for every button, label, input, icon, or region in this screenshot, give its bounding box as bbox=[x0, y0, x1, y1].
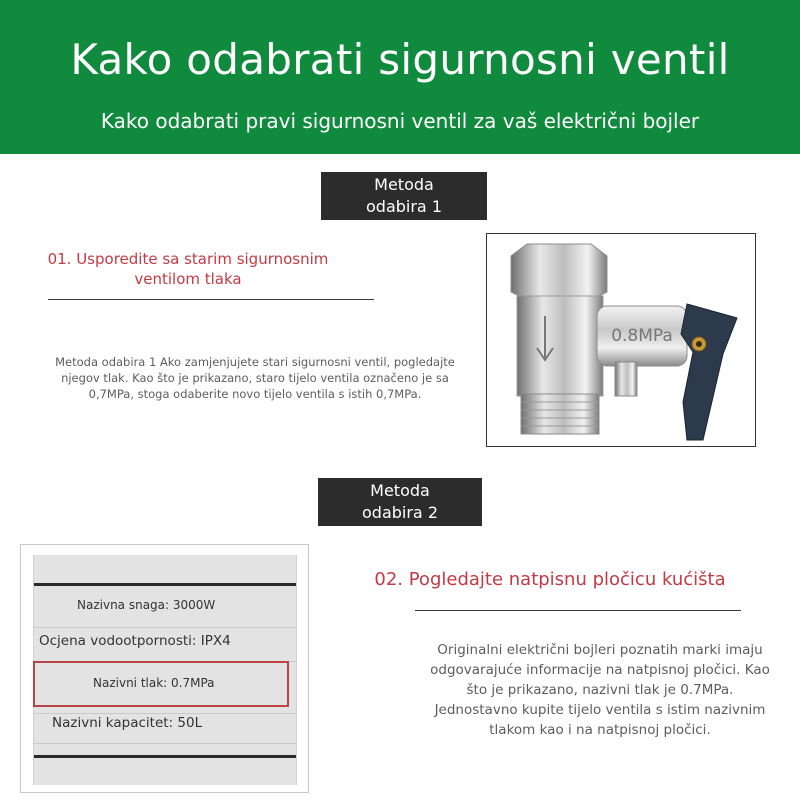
page-title: Kako odabrati sigurnosni ventil bbox=[70, 35, 730, 84]
method-2-badge-line2: odabira 2 bbox=[362, 503, 438, 522]
method-2-divider bbox=[415, 610, 741, 611]
method-2-body-line3: što je prikazano, nazivni tlak je 0.7MPa. bbox=[466, 682, 734, 698]
nameplate-power: Nazivna snaga: 3000W bbox=[77, 598, 216, 612]
method-2-heading: 02. Pogledajte natpisnu pločicu kućišta bbox=[374, 569, 726, 590]
method-1-heading-line1: 01. Usporedite sa starim sigurnosnim bbox=[47, 250, 329, 268]
method-2-badge bbox=[318, 478, 482, 526]
method-2-body-line2: odgovarajuće informacije na natpisnoj pločici. Kao bbox=[430, 662, 770, 678]
method-2-badge-line1: Metoda bbox=[370, 481, 430, 500]
header-banner bbox=[0, 0, 800, 154]
valve-illustration bbox=[487, 234, 755, 446]
method-1-heading-line2: ventilom tlaka bbox=[134, 270, 242, 288]
method-1-body-line3: 0,7MPa, stoga odaberite novo tijelo ventila s istih 0,7MPa. bbox=[88, 387, 422, 401]
valve-pressure-label: 0.8MPa bbox=[611, 326, 673, 346]
method-1-body-line2: njegov tlak. Kao što je prikazano, staro tijelo ventila označeno je sa bbox=[61, 371, 449, 385]
method-2-body-line4: Jednostavno kupite tijelo ventila s istim nazivnim bbox=[434, 702, 766, 718]
page-subtitle: Kako odabrati pravi sigurnosni ventil za vaš električni bojler bbox=[100, 109, 700, 133]
nameplate-line bbox=[34, 713, 296, 714]
nameplate-bar bbox=[34, 755, 296, 758]
nameplate-bar bbox=[34, 583, 296, 586]
method-2-description bbox=[404, 640, 796, 740]
valve-photo bbox=[486, 233, 756, 447]
nameplate-waterproof: Ocjena vodootpornosti: IPX4 bbox=[39, 633, 231, 649]
method-2-body-line5: tlakom kao i na natpisnoj pločici. bbox=[489, 722, 711, 738]
method-1-heading bbox=[30, 249, 346, 289]
method-1-description bbox=[26, 354, 484, 402]
method-2-body-line1: Originalni električni bojleri poznatih marki imaju bbox=[437, 642, 763, 658]
nameplate-line bbox=[34, 627, 296, 628]
nameplate-capacity: Nazivni kapacitet: 50L bbox=[52, 715, 203, 731]
nameplate-pressure: Nazivni tlak: 0.7MPa bbox=[93, 676, 215, 690]
method-1-body-line1: Metoda odabira 1 Ako zamjenjujete stari sigurnosni ventil, pogledajte bbox=[55, 355, 455, 369]
nameplate-line bbox=[34, 743, 296, 744]
method-1-divider bbox=[48, 299, 374, 300]
nameplate-image bbox=[20, 544, 309, 793]
method-1-badge bbox=[321, 172, 487, 220]
method-1-badge-line2: odabira 1 bbox=[366, 197, 442, 216]
method-1-badge-line1: Metoda bbox=[374, 175, 434, 194]
